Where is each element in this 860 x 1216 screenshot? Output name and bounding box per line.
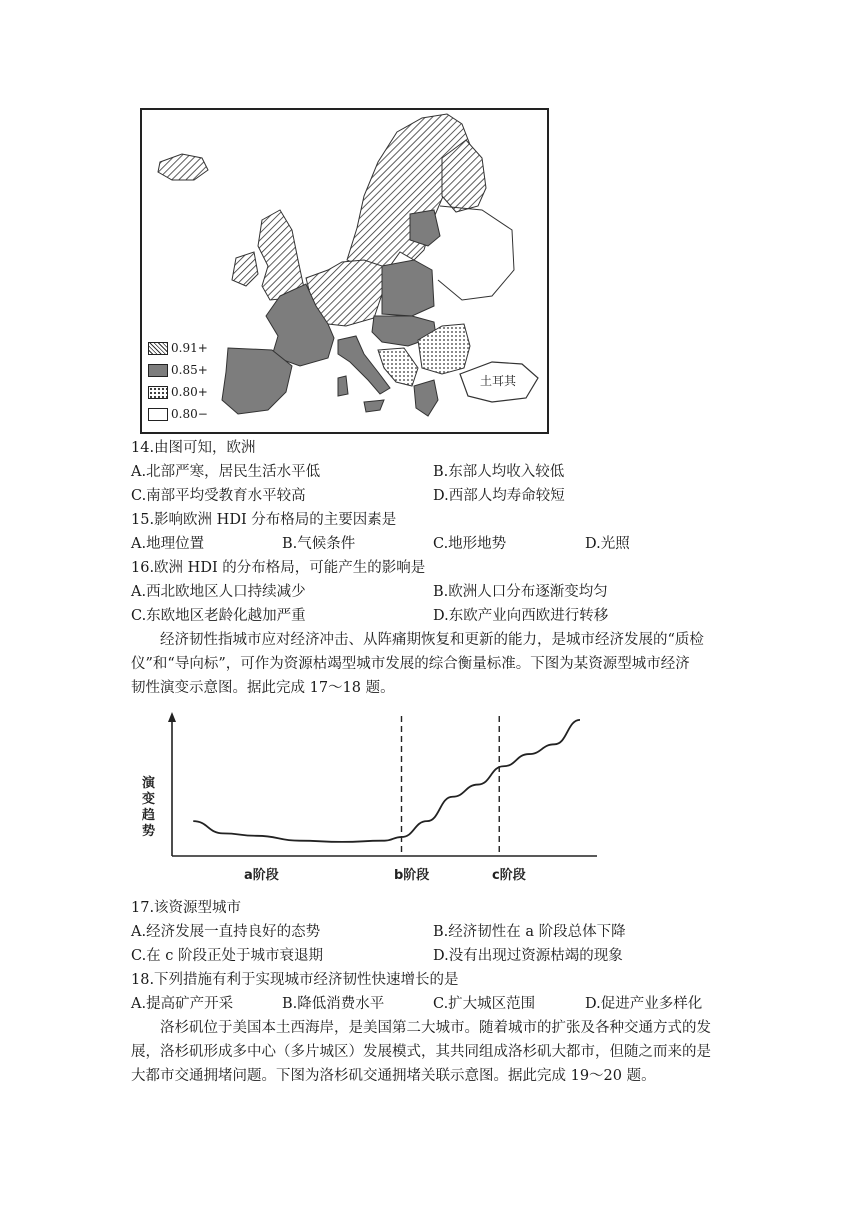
stage-label-a: a阶段 — [244, 868, 279, 883]
britain — [258, 210, 304, 300]
q18-option-a[interactable]: A.提高矿产开采 — [131, 996, 234, 1012]
greece — [414, 380, 438, 416]
sicily — [364, 400, 384, 412]
poland — [382, 260, 434, 316]
q16-option-c[interactable]: C.东欧地区老龄化越加严重 — [131, 608, 306, 624]
resilience-chart-svg — [132, 706, 602, 896]
q14-option-b[interactable]: B.东部人均收入较低 — [433, 464, 565, 480]
europe-hdi-map — [140, 108, 549, 434]
q14-option-c[interactable]: C.南部平均受教育水平较高 — [131, 488, 306, 504]
q17-option-a[interactable]: A.经济发展一直持良好的态势 — [131, 924, 321, 940]
turkey-label: 土耳其 — [480, 374, 517, 388]
passage2-line2: 展，洛杉矶形成多中心（多片城区）发展模式，其共同组成洛杉矶大都市，但随之而来的是 — [131, 1044, 711, 1060]
passage2-line1: 洛杉矶位于美国本土西海岸，是美国第二大城市。随着城市的扩张及各种交通方式的发 — [160, 1020, 711, 1036]
ireland — [232, 252, 258, 286]
q18-option-b[interactable]: B.降低消费水平 — [282, 996, 385, 1012]
iceland — [158, 154, 208, 180]
iberia — [222, 348, 292, 414]
q15-option-d[interactable]: D.光照 — [585, 536, 630, 552]
legend-label: 0.91+ — [171, 341, 208, 355]
passage1-line3: 韧性演变示意图。据此完成 17～18 题。 — [131, 680, 395, 696]
q16-option-a[interactable]: A.西北欧地区人口持续减少 — [131, 584, 306, 600]
series-line — [193, 720, 580, 842]
y-axis-label: 演变趋势 — [142, 776, 156, 839]
q18-stem: 18.下列措施有利于实现城市经济韧性快速增长的是 — [131, 972, 459, 988]
q15-option-b[interactable]: B.气候条件 — [282, 536, 356, 552]
legend-item-085 — [148, 364, 208, 377]
q14-option-a[interactable]: A.北部严寒，居民生活水平低 — [131, 464, 321, 480]
q17-option-b[interactable]: B.经济韧性在 a 阶段总体下降 — [433, 924, 626, 940]
q15-stem: 15.影响欧洲 HDI 分布格局的主要因素是 — [131, 512, 397, 528]
white-swatch-icon — [148, 408, 168, 421]
q16-stem: 16.欧洲 HDI 的分布格局，可能产生的影响是 — [131, 560, 426, 576]
q14-option-d[interactable]: D.西部人均寿命较短 — [433, 488, 565, 504]
q16-option-d[interactable]: D.东欧产业向西欧进行转移 — [433, 608, 609, 624]
legend-item-091 — [148, 342, 208, 355]
gray-swatch-icon — [148, 364, 168, 377]
passage1-line1: 经济韧性指城市应对经济冲击、从阵痛期恢复和更新的能力，是城市经济发展的“质检 — [160, 632, 704, 648]
legend-label: 0.80+ — [171, 385, 208, 399]
baltics — [410, 210, 440, 246]
legend-label: 0.85+ — [171, 363, 208, 377]
q17-option-c[interactable]: C.在 c 阶段正处于城市衰退期 — [131, 948, 324, 964]
dot-swatch-icon — [148, 386, 168, 399]
q14-stem: 14.由图可知，欧洲 — [131, 440, 256, 456]
stage-label-c: c阶段 — [492, 868, 526, 883]
q18-option-d[interactable]: D.促进产业多样化 — [585, 996, 703, 1012]
passage2-line3: 大都市交通拥堵问题。下图为洛杉矶交通拥堵关联示意图。据此完成 19～20 题。 — [131, 1068, 656, 1084]
legend-item-080plus — [148, 386, 208, 399]
q16-option-b[interactable]: B.欧洲人口分布逐渐变均匀 — [433, 584, 608, 600]
sardinia — [338, 376, 348, 396]
passage1-line2: 仪”和“导向标”，可作为资源枯竭型城市发展的综合衡量标准。下图为某资源型城市经济 — [131, 656, 690, 672]
legend-item-080minus — [148, 408, 208, 421]
hatch-swatch-icon — [148, 342, 168, 355]
q18-option-c[interactable]: C.扩大城区范围 — [433, 996, 536, 1012]
q15-option-c[interactable]: C.地形地势 — [433, 536, 507, 552]
stage-label-b: b阶段 — [394, 868, 430, 883]
q17-stem: 17.该资源型城市 — [131, 900, 242, 916]
resilience-chart — [132, 706, 602, 896]
q15-option-a[interactable]: A.地理位置 — [131, 536, 205, 552]
y-axis-arrow-icon — [168, 712, 176, 722]
legend-label: 0.80− — [171, 407, 208, 421]
q17-option-d[interactable]: D.没有出现过资源枯竭的现象 — [433, 948, 623, 964]
